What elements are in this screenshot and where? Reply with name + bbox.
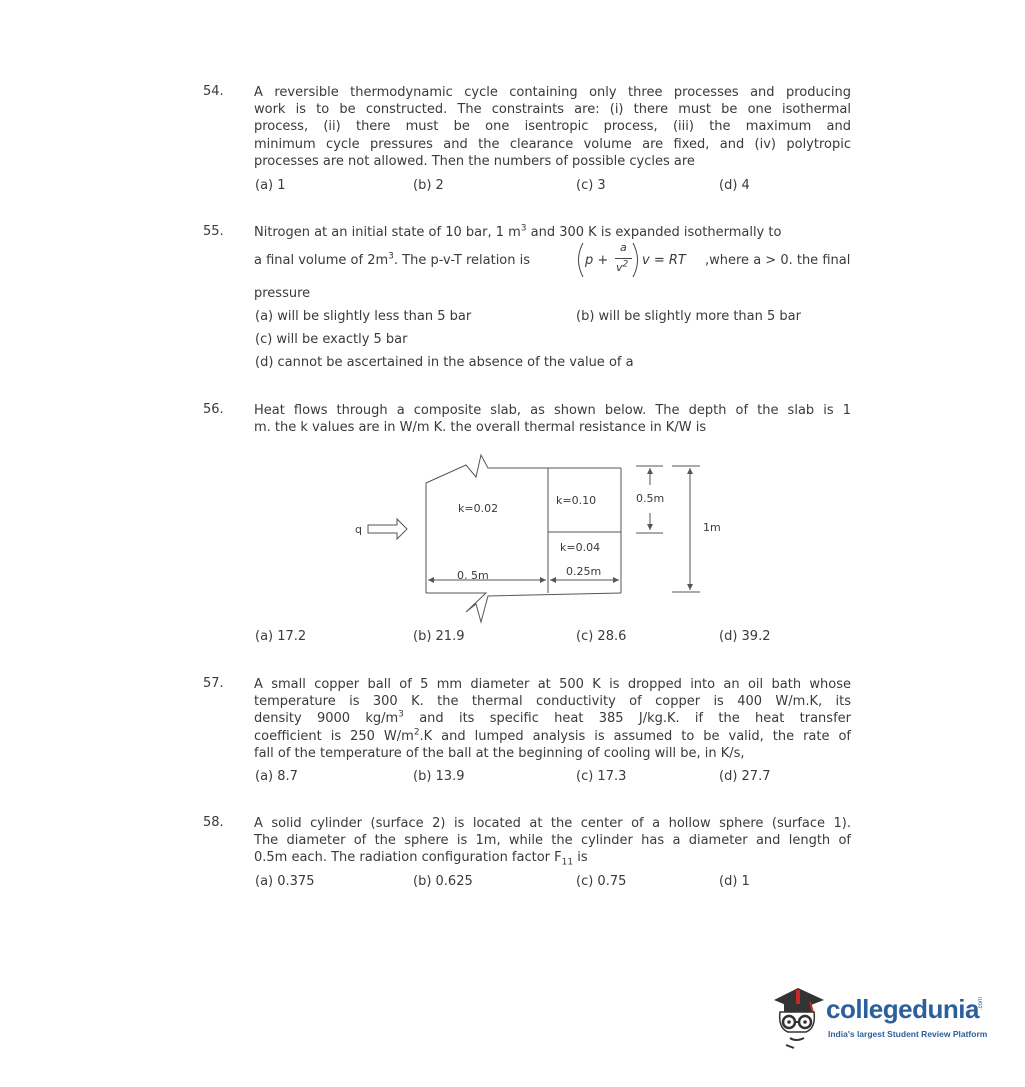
width-label-2: 0.25m [566,565,602,578]
width-label-1: 0. 5m [457,569,489,582]
text-line: processes are not allowed. Then the numbers of possible cycles are [254,153,695,169]
text-line: Heat flows through a composite slab, as shown below. The depth of the slab is 1 [254,403,851,418]
option-d: (d) cannot be ascertained in the absence of the value of a [255,355,634,370]
text-line: A small copper ball of 5 mm diameter at 500 K is dropped into an oil bath whose [254,677,851,692]
question-text-line3: pressure [254,286,311,301]
text-line: m. the k values are in W/m K. the overall thermal resistance in K/W is [254,420,707,436]
height-label-2: 1m [703,521,721,534]
heat-flow-arrow-icon [368,519,407,539]
option-a: (a) 8.7 [255,769,298,784]
option-b: (b) 21.9 [413,629,465,644]
height-label-1: 0.5m [636,492,665,505]
text-line: temperature is 300 K. the thermal conductivity of copper is 400 W/m.K, its [254,694,851,710]
option-b: (b) will be slightly more than 5 bar [576,309,801,324]
text-line: density 9000 $kg/m^3$ and its specific heat 385 J/kg.K. if the heat transfer [254,710,851,727]
option-b: (b) 2 [413,178,444,193]
question-text [254,815,851,867]
text-line: 0.5m each. The radiation configuration factor $F_{11}$ is [254,850,588,868]
question-text-line2: a final volume of $2m^3$. The p-v-T relation is [254,251,531,268]
option-b: (b) 0.625 [413,874,473,889]
option-c: (c) 3 [576,178,606,193]
option-d: (d) 39.2 [719,629,771,644]
text-line: coefficient is 250 $W/m^2.K$ and lumped analysis is assumed to be valid, the rate of [254,727,851,744]
bottom-break-line [426,593,621,622]
question-number: 57. [203,676,224,691]
text-line: work is to be constructed. The constraints are: (i) there must be one isothermal [254,102,851,118]
question-number: 56. [203,402,224,417]
option-b: (b) 13.9 [413,769,465,784]
k2-label: k=0.10 [556,494,597,507]
top-break-line [426,455,621,483]
collegedunia-logo [766,982,996,1052]
text-line: minimum cycle pressures and the clearance volume are fixed, and (iv) polytropic [254,136,851,152]
text-line: The diameter of the sphere is 1m, while the cylinder has a diameter and length of [254,833,851,849]
logo-suffix: .com [978,996,984,1010]
logo-mascot-icon [766,982,826,1052]
option-d: (d) 4 [719,178,750,193]
text-line: process, (ii) there must be one isentropic process, (iii) the maximum and [254,119,851,135]
text-line: A reversible thermodynamic cycle containing only three processes and producing [254,85,851,100]
text-line: A solid cylinder (surface 2) is located at the center of a hollow sphere (surface 1). [254,816,851,831]
option-c: (c) 0.75 [576,874,627,889]
option-d: (d) 1 [719,874,750,889]
option-a: (a) will be slightly less than 5 bar [255,309,472,324]
option-c: (c) 17.3 [576,769,627,784]
logo-name: collegedunia [826,994,979,1024]
heat-label: q [355,523,362,536]
k1-label: k=0.02 [458,502,499,515]
question-number: 58. [203,815,224,830]
text-line: fall of the temperature of the ball at the beginning of cooling will be, in K/s, [254,745,745,761]
logo-tagline: India's largest Student Review Platform [828,1029,988,1039]
option-c: (c) 28.6 [576,629,627,644]
question-number: 55. [203,224,224,239]
pvt-formula: p + a $v^2$ v = RT [572,240,702,280]
option-a: (a) 1 [255,178,286,193]
k3-label: k=0.04 [560,541,601,554]
question-number: 54. [203,84,224,99]
question-text: Nitrogen at an initial state of 10 bar, 1 $m^3$ and 300 K is expanded isothermally to [254,223,782,240]
option-a: (a) 17.2 [255,629,307,644]
option-a: (a) 0.375 [255,874,315,889]
option-d: (d) 27.7 [719,769,771,784]
option-c: (c) will be exactly 5 bar [255,332,408,347]
question-text [254,676,851,762]
